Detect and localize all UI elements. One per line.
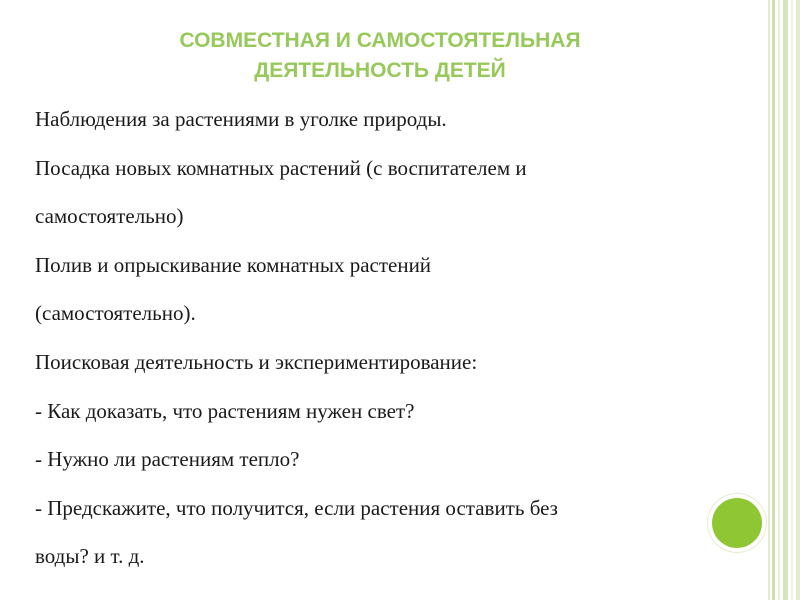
body-line: Посадка новых комнатных растений (с воспитателем и xyxy=(35,155,527,180)
body-line: воды? и т. д. xyxy=(35,544,145,569)
slide-title xyxy=(60,26,700,86)
body-line: Полив и опрыскивание комнатных растений xyxy=(35,252,432,277)
slide-title-line: СОВМЕСТНАЯ И САМОСТОЯТЕЛЬНАЯ xyxy=(179,29,581,52)
decorative-stripe xyxy=(778,0,780,600)
decorative-stripe xyxy=(772,0,775,600)
decorative-stripe xyxy=(768,0,770,600)
slide-body xyxy=(35,95,725,581)
body-line: Наблюдения за растениями в уголке природы. xyxy=(35,107,447,131)
body-line: самостоятельно) xyxy=(35,204,184,229)
decorative-stripe xyxy=(791,0,793,600)
body-line: - Предскажите, что получится, если растения оставить без xyxy=(35,495,558,520)
body-line: (самостоятельно). xyxy=(35,301,196,326)
slide-title-line: ДЕЯТЕЛЬНОСТЬ ДЕТЕЙ xyxy=(254,59,506,82)
body-line: - Как доказать, что растениям нужен свет? xyxy=(35,398,415,423)
body-line: - Нужно ли растениям тепло? xyxy=(35,447,300,472)
decorative-stripe xyxy=(796,0,800,600)
body-line: Поисковая деятельность и экспериментирование: xyxy=(35,349,478,374)
decorative-stripe xyxy=(783,0,788,600)
